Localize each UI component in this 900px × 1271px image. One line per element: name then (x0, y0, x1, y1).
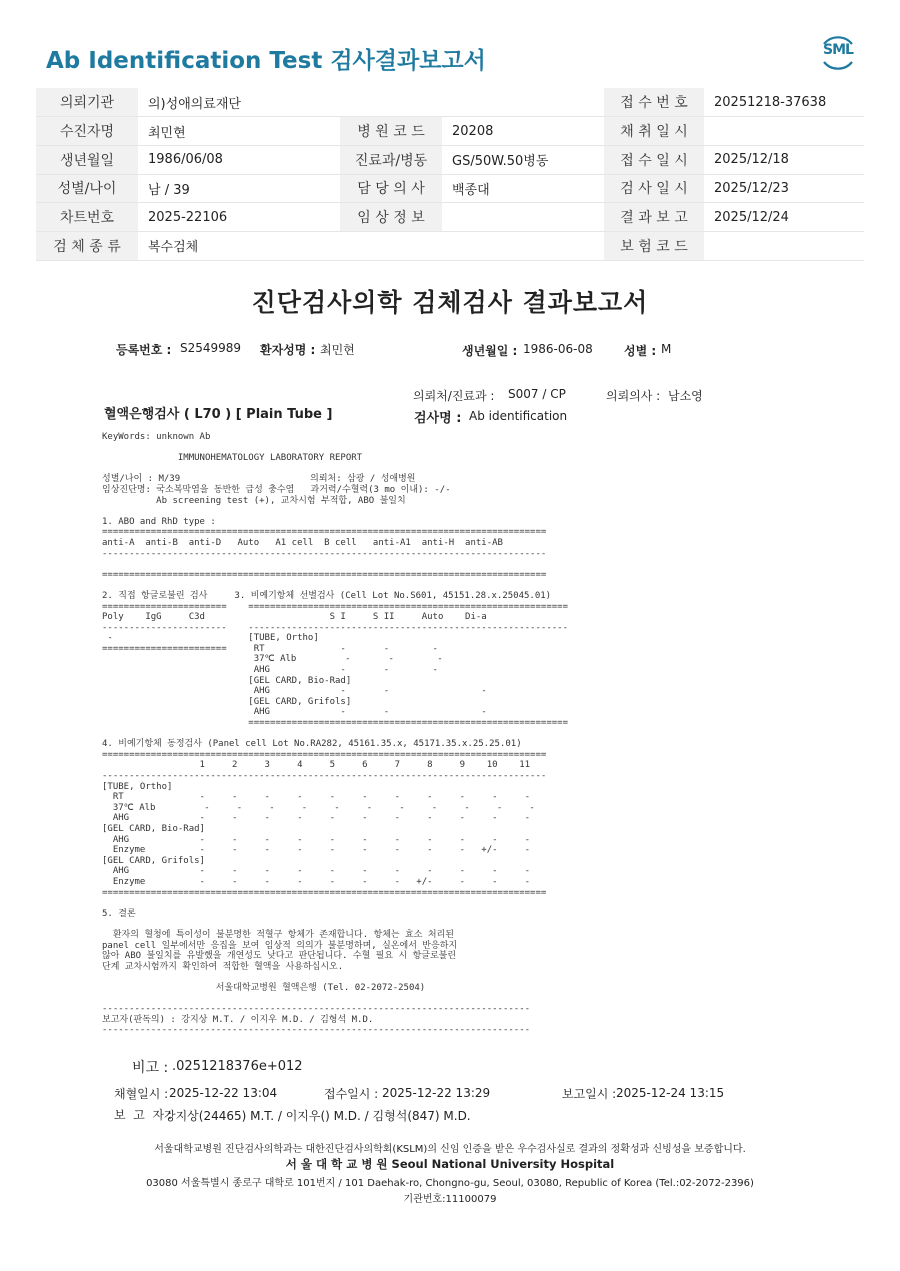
sex-value: M (661, 342, 672, 356)
report-body-line: 임상진단명: 국소복막염을 동반한 급성 충수염 과거력/수혈력(3 mo 이내): -/- (102, 484, 451, 495)
info-label: 접 수 일 시 (604, 145, 704, 174)
info-value: 2025/12/24 (704, 203, 864, 232)
report-body-line: [GEL CARD, Bio-Rad] (102, 823, 205, 834)
report-body-line: panel cell 일부에서만 응집을 보여 임상적 의의가 불분명하며, 실온에서 반응하지 (102, 940, 458, 951)
report-body-line: IMMUNOHEMATOLOGY LABORATORY REPORT (102, 453, 363, 464)
report-body-line: anti-A anti-B anti-D Auto A1 cell B cell anti-A1 anti-H anti-AB (102, 537, 503, 548)
info-row (36, 145, 864, 174)
info-value: 2025/12/18 (704, 145, 864, 174)
report-body-line: 단계 교차시험까지 확인하여 적합한 혈액을 사용하십시오. (102, 961, 344, 972)
info-row (36, 117, 864, 146)
report-body-line: =========================================================== (102, 718, 568, 729)
reg-value: S2549989 (180, 341, 242, 355)
report-body-line: [GEL CARD, Grifols] (102, 855, 205, 866)
report-body-line: RT - - - - - - - - - - - (102, 792, 531, 803)
report-body-line: AHG - - - (102, 707, 487, 718)
info-value: 복수검체 (138, 231, 604, 260)
receipt-value: 2025-12-22 13:29 (382, 1086, 491, 1100)
sex-label: 성별 : (624, 344, 657, 358)
report-body-line: 2. 직접 항글로불린 검사 3. 비예기항체 선별검사 (Cell Lot No.S601, 45151.28.x.25045.01) (102, 590, 552, 601)
info-value: GS/50W.50병동 (442, 145, 604, 174)
info-value: 의)성애의료재단 (138, 88, 604, 117)
info-value (704, 117, 864, 146)
info-label: 접 수 번 호 (604, 88, 704, 117)
exam-title: 혈액은행검사 ( L70 ) [ Plain Tube ] (104, 407, 333, 422)
report-body-line: AHG - - - - - - - - - - - (102, 813, 531, 824)
info-value: 2025-22106 (138, 203, 340, 232)
note-label: 비고 : (132, 1060, 169, 1076)
report-body-line (102, 443, 568, 454)
info-value: 1986/06/08 (138, 145, 340, 174)
info-row (36, 203, 864, 232)
report-body-line: 1 2 3 4 5 6 7 8 9 10 11 (102, 760, 531, 771)
report-body-line (102, 972, 568, 983)
collection-label: 채혈일시 : (114, 1087, 169, 1101)
info-value: 남 / 39 (138, 174, 340, 203)
info-row (36, 174, 864, 203)
footer-address: 03080 서울특별시 종로구 대학로 101번지 / 101 Daehak-ro, Chongno-gu, Seoul, 03080, Republic of Korea (Tel.:02-2072-2396) (146, 1178, 754, 1189)
dept-label: 의뢰처/진료과 : (413, 389, 495, 403)
info-label: 수진자명 (36, 117, 138, 146)
report-body-line: ---------------------------------------------------------------------------------- (102, 771, 547, 781)
report-body-line: ================================================================================== (102, 887, 547, 898)
report-body-line: Enzyme - - - - - - - - - +/- - (102, 845, 531, 856)
reporter-value: 강지상(24465) M.T. / 이지우() M.D. / 김형석(847) M.D. (164, 1109, 471, 1123)
report-title: 진단검사의학 검체검사 결과보고서 (251, 288, 649, 317)
dept-value: S007 / CP (508, 387, 566, 401)
test-value: Ab identification (469, 409, 568, 423)
report-body-line: Poly IgG C3d S I S II Auto Di-a (102, 612, 487, 623)
report-body-line: 서울대학교병원 혈액은행 (Tel. 02-2072-2504) (102, 982, 426, 993)
report-date-label: 보고일시 : (562, 1087, 617, 1101)
report-body-line: AHG - - - (102, 686, 487, 697)
report-body-line: ---------------------------------------------------------------------------------- (102, 548, 547, 559)
dob-label: 생년월일 : (462, 344, 518, 358)
info-value: 2025/12/23 (704, 174, 864, 203)
info-label: 채 취 일 시 (604, 117, 704, 146)
report-body-line: AHG - - - - - - - - - - - (102, 866, 531, 877)
report-body-line (102, 580, 568, 591)
info-value: 20208 (442, 117, 604, 146)
report-body-line: ================================================================================== (102, 569, 547, 580)
doctor-label: 의뢰의사 : (606, 389, 661, 403)
note-value: .0251218376e+012 (172, 1059, 303, 1074)
report-body-line: 않아 ABO 불일치를 유발했을 개연성도 낮다고 판단됩니다. 수혈 필요 시 항글로불린 (102, 951, 457, 962)
report-date-value: 2025-12-24 13:15 (616, 1086, 725, 1100)
report-body-line: [GEL CARD, Grifols] (102, 696, 352, 707)
report-body-line: AHG - - - (102, 665, 438, 676)
report-body-line (102, 464, 568, 475)
info-value (442, 203, 604, 232)
report-body-line: ======================= =========================================================== (102, 601, 568, 612)
report-body-line (102, 919, 568, 930)
report-body-line: 1. ABO and RhD type : (102, 516, 216, 527)
report-body-line: 보고자(판독의) : 강지상 M.T. / 이지우 M.D. / 김형석 M.D. (102, 1014, 374, 1025)
name-value: 최민현 (320, 343, 355, 357)
info-label: 보 험 코 드 (604, 231, 704, 260)
test-label: 검사명 : (414, 411, 462, 426)
info-label: 의뢰기관 (36, 88, 138, 117)
report-body-line: KeyWords: unknown Ab (102, 432, 211, 442)
info-label: 결 과 보 고 (604, 203, 704, 232)
report-body-line: Enzyme - - - - - - - +/- - - - (102, 876, 531, 887)
patient-info-table (36, 88, 864, 261)
report-body-line: AHG - - - - - - - - - - - (102, 834, 531, 845)
report-body-line: 성별/나이 : M/39 의뢰처: 삼광 / 성애병원 (102, 474, 416, 485)
report-body-line: 4. 비예기항체 동정검사 (Panel cell Lot No.RA282, 45161.35.x, 45171.35.x.25.25.01) (102, 739, 522, 750)
logo-text: SML (823, 42, 853, 58)
report-body-line: 5. 결론 (102, 908, 136, 919)
doctor-value: 남소영 (668, 389, 703, 403)
info-label: 병 원 코 드 (340, 117, 442, 146)
report-body-line (102, 559, 568, 570)
info-label: 진료과/병동 (340, 145, 442, 174)
report-body-line: Ab screening test (+), 교차시험 부적합, ABO 불일치 (102, 495, 406, 506)
report-body-line: ------------------------------------------------------------------------------- (102, 1004, 531, 1015)
report-body-line: 37℃ Alb - - - (102, 654, 443, 665)
report-body-line: ======================= RT - - - (102, 643, 438, 654)
footer-institution-code: 기관번호:11100079 (403, 1194, 497, 1205)
receipt-label: 접수일시 : (324, 1087, 379, 1101)
report-body-line: ------------------------------------------------------------------------------- (102, 1025, 531, 1036)
info-label: 생년월일 (36, 145, 138, 174)
report-body-line: 37℃ Alb - - - - - - - - - - - (102, 802, 535, 813)
page-title: Ab Identification Test 검사결과보고서 (46, 48, 486, 74)
info-label: 차트번호 (36, 203, 138, 232)
report-body-line: ----------------------- ----------------------------------------------------------- (102, 622, 568, 633)
report-body-line: - [TUBE, Ortho] (102, 633, 319, 644)
info-row (36, 88, 864, 117)
info-value (704, 231, 864, 260)
report-body-line: ================================================================================== (102, 749, 547, 760)
info-label: 임 상 정 보 (340, 203, 442, 232)
footer-certification: 서울대학교병원 진단검사의학과는 대한진단검사의학회(KSLM)의 신임 인증을 받은 우수검사실로 결과의 정확성과 신빙성을 보증합니다. (154, 1144, 746, 1155)
sml-logo (816, 32, 860, 74)
dob-value: 1986-06-08 (523, 342, 593, 356)
info-label: 담 당 의 사 (340, 174, 442, 203)
name-label: 환자성명 : (260, 343, 316, 357)
report-body-line (102, 993, 568, 1004)
info-value: 최민현 (138, 117, 340, 146)
report-body-line (102, 729, 568, 740)
info-label: 성별/나이 (36, 174, 138, 203)
report-body (102, 432, 568, 1036)
report-body-line: [TUBE, Ortho] (102, 781, 173, 792)
report-body-line (102, 506, 568, 517)
info-row (36, 231, 864, 260)
reg-label: 등록번호 : (116, 343, 172, 357)
info-value: 백종대 (442, 174, 604, 203)
report-body-line (102, 898, 568, 909)
collection-value: 2025-12-22 13:04 (169, 1086, 278, 1100)
info-label: 검 체 종 류 (36, 231, 138, 260)
info-value: 20251218-37638 (704, 88, 864, 117)
reporter-label: 보 고 자 : (114, 1108, 172, 1122)
report-body-line: ================================================================================== (102, 527, 547, 538)
report-body-line: [GEL CARD, Bio-Rad] (102, 675, 352, 686)
info-label: 검 사 일 시 (604, 174, 704, 203)
footer-hospital: 서 울 대 학 교 병 원 Seoul National University Hospital (285, 1157, 615, 1171)
report-body-line: 환자의 혈청에 특이성이 불분명한 적혈구 항체가 존재합니다. 항체는 효소 처리된 (102, 929, 454, 940)
